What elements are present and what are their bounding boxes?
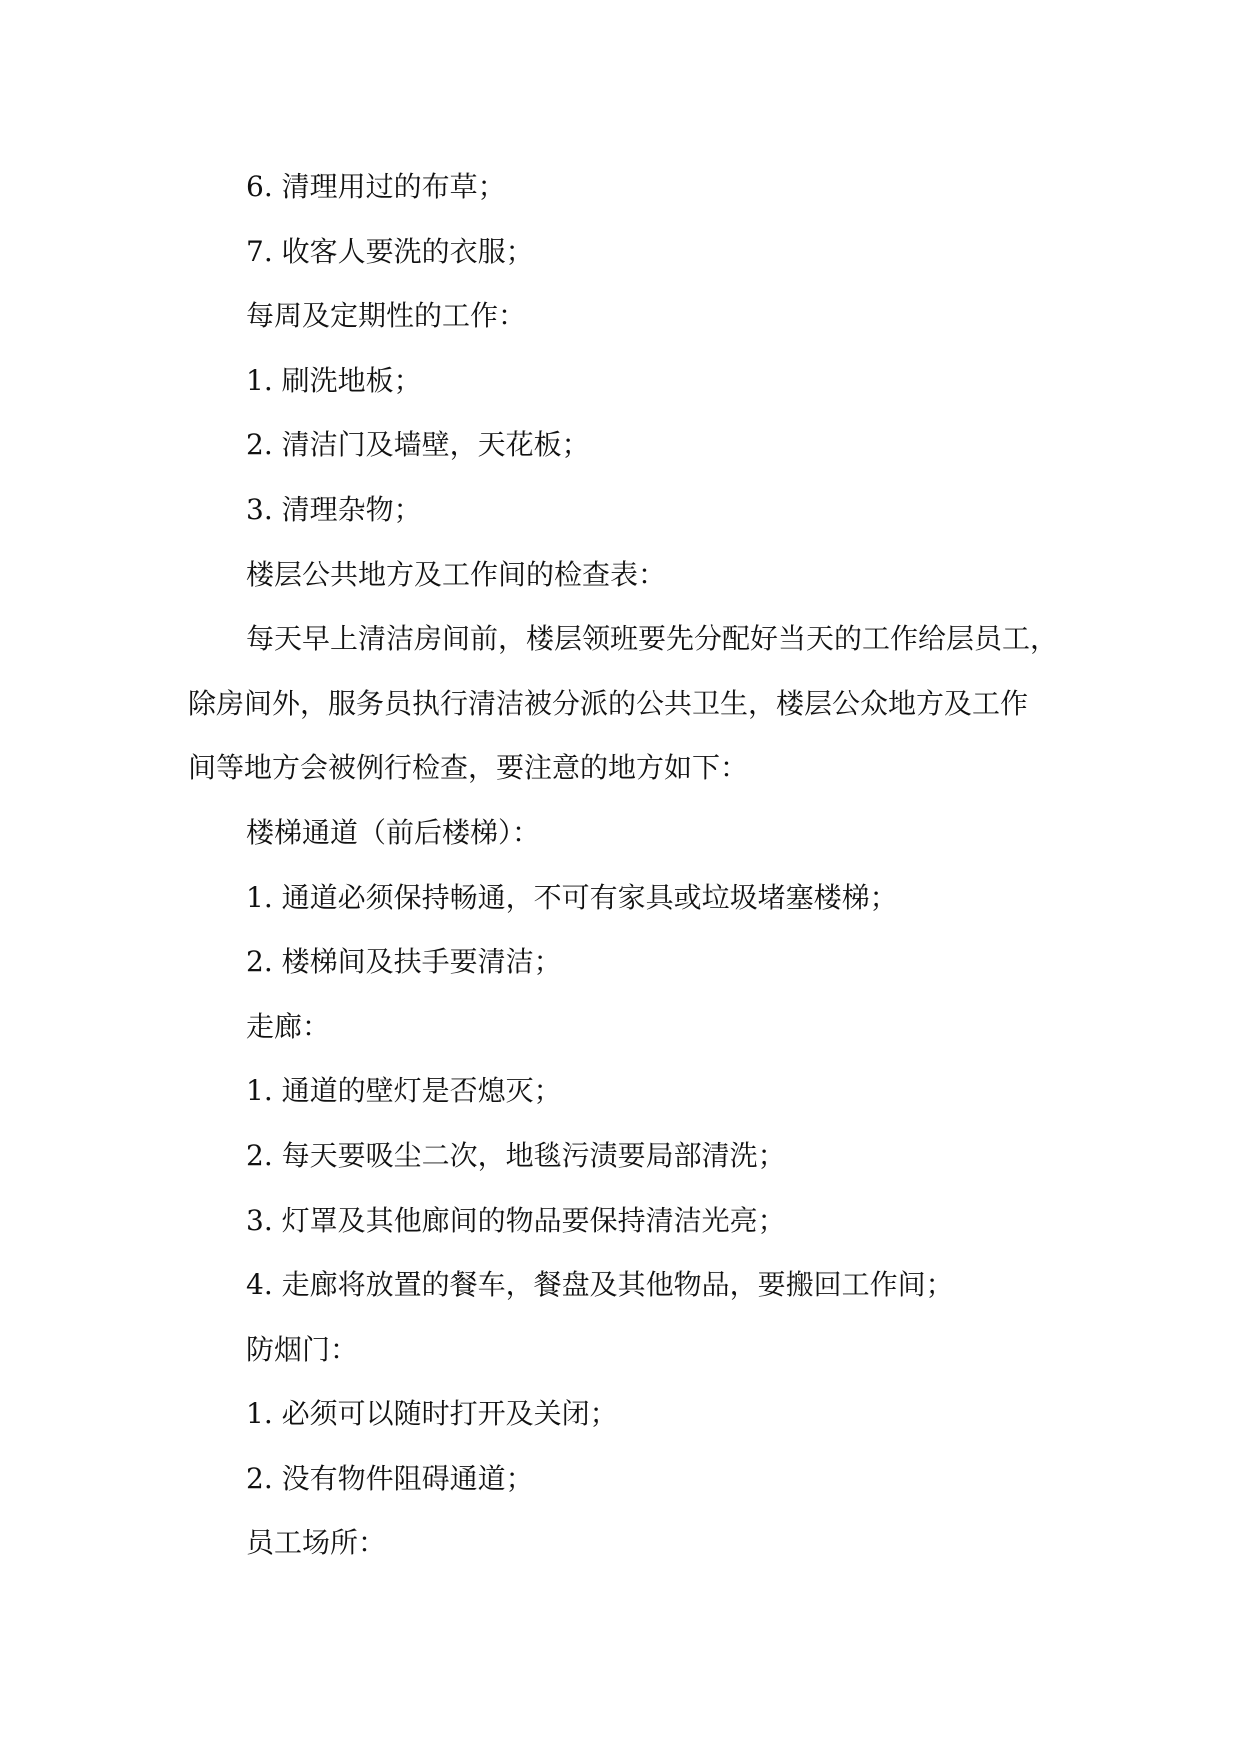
- list-item: 7. 收客人要洗的衣服；: [246, 234, 534, 268]
- list-item: 1. 通道的壁灯是否熄灭；: [246, 1074, 562, 1108]
- section-heading: 楼梯通道（前后楼梯）：: [246, 815, 541, 849]
- list-item: 1. 刷洗地板；: [246, 363, 422, 397]
- list-item: 2. 楼梯间及扶手要清洁；: [246, 945, 562, 979]
- list-item: 2. 每天要吸尘二次，地毯污渍要局部清洗；: [246, 1138, 786, 1172]
- section-heading: 走廊：: [246, 1009, 331, 1043]
- paragraph-line: 间等地方会被例行检查，要注意的地方如下：: [188, 751, 749, 785]
- paragraph-line: 除房间外，服务员执行清洁被分派的公共卫生，楼层公众地方及工作: [188, 686, 1029, 720]
- section-heading: 楼层公共地方及工作间的检查表：: [246, 557, 667, 591]
- list-item: 4. 走廊将放置的餐车，餐盘及其他物品，要搬回工作间；: [246, 1268, 954, 1302]
- document-body: [188, 155, 1068, 1576]
- list-item: 1. 必须可以随时打开及关闭；: [246, 1397, 618, 1431]
- list-item: 2. 没有物件阻碍通道；: [246, 1461, 534, 1495]
- list-item: 3. 清理杂物；: [246, 492, 422, 526]
- section-heading: 员工场所：: [246, 1526, 387, 1560]
- list-item: 2. 清洁门及墙壁，天花板；: [246, 428, 590, 462]
- list-item: 1. 通道必须保持畅通，不可有家具或垃圾堵塞楼梯；: [246, 880, 898, 914]
- list-item: 6. 清理用过的布草；: [246, 170, 506, 203]
- section-heading: 防烟门：: [246, 1332, 359, 1366]
- section-heading: 每周及定期性的工作：: [246, 299, 527, 333]
- list-item: 3. 灯罩及其他廊间的物品要保持清洁光亮；: [246, 1203, 786, 1237]
- paragraph-line: 每天早上清洁房间前，楼层领班要先分配好当天的工作给层员工，: [246, 622, 1059, 656]
